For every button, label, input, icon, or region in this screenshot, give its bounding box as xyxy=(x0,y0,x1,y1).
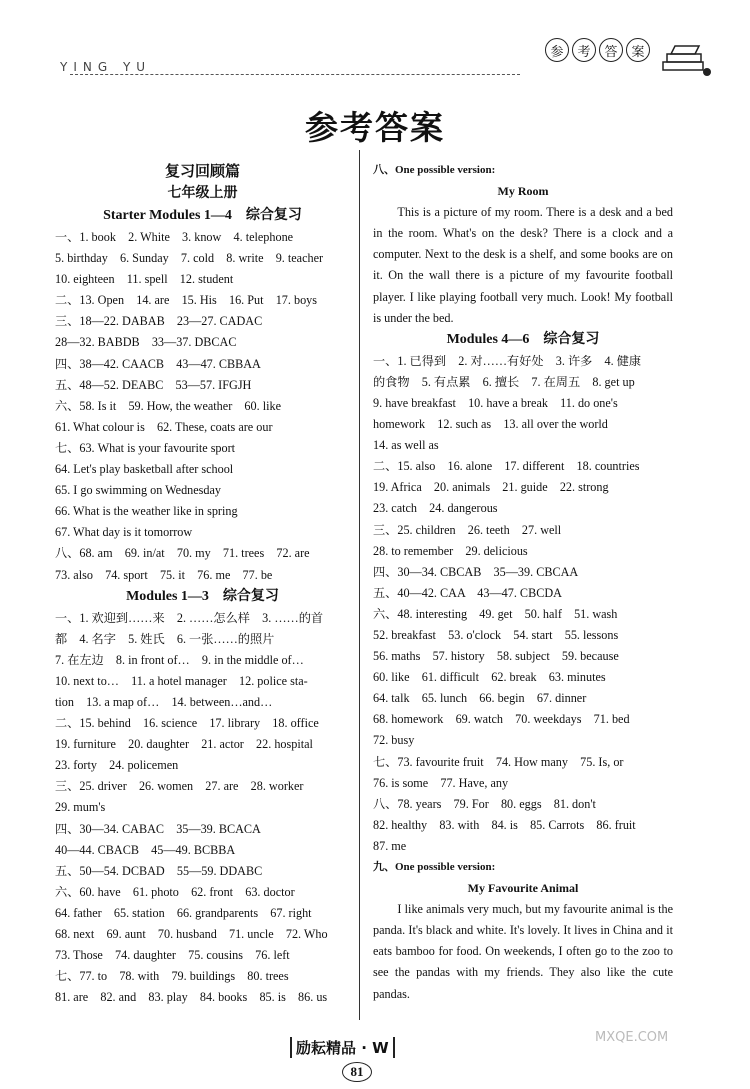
answer-line: 四、30—34. CABAC 35—39. BCACA xyxy=(55,821,261,836)
answer-line: 二、13. Open 14. are 15. His 16. Put 17. boys xyxy=(55,293,318,308)
section-heading: Modules 4—6 综合复习 xyxy=(446,331,600,347)
answer-line: 五、50—54. DCBAD 55—59. DDABC xyxy=(55,863,263,878)
answer-line: 28—32. BABDB 33—37. DBCAC xyxy=(55,335,237,350)
answer-line: 82. healthy 83. with 84. is 85. Carrots 86. fruit xyxy=(373,817,636,832)
answer-line: tion 13. a map of… 14. between…and… xyxy=(55,694,273,709)
answer-line: 四、30—34. CBCAB 35—39. CBCAA xyxy=(373,564,579,579)
answer-line: homework 12. such as 13. all over the world xyxy=(373,417,608,432)
answer-line: 五、40—42. CAA 43—47. CBCDA xyxy=(373,585,562,600)
answer-line: 六、60. have 61. photo 62. front 63. doctor xyxy=(55,884,295,899)
answer-line: 一、1. 已得到 2. 对……有好处 3. 许多 4. 健康 xyxy=(373,353,642,368)
answer-line: 67. What day is it tomorrow xyxy=(55,525,193,540)
watermark: MXQE.COM xyxy=(595,1030,669,1045)
answer-line: 三、25. driver 26. women 27. are 28. worker xyxy=(55,779,304,794)
answer-line: 23. forty 24. policemen xyxy=(55,758,179,773)
answer-line: 一、1. book 2. White 3. know 4. telephone xyxy=(55,230,294,244)
answer-line: 七、77. to 78. with 79. buildings 80. trees xyxy=(55,969,289,984)
right-column xyxy=(373,160,673,1005)
answer-line: 56. maths 57. history 58. subject 59. because xyxy=(373,649,619,664)
answer-line: 5. birthday 6. Sunday 7. cold 8. write 9. teacher xyxy=(55,251,324,266)
answer-line: 七、63. What is your favourite sport xyxy=(55,440,236,455)
section-heading: Modules 1—3 综合复习 xyxy=(126,588,279,604)
answer-line: 76. is some 77. Have, any xyxy=(373,775,509,790)
header-badge: 考 xyxy=(572,38,596,62)
section-label: 八、One possible version: xyxy=(373,164,496,176)
header-badge: 答 xyxy=(599,38,623,62)
answer-line: 八、78. years 79. For 80. eggs 81. don't xyxy=(373,796,596,811)
answer-line: 40—44. CBACB 45—49. BCBBA xyxy=(55,842,236,857)
answer-line: 三、25. children 26. teeth 27. well xyxy=(373,522,562,537)
answer-line: 68. next 69. aunt 70. husband 71. uncle 72. Who xyxy=(55,927,328,941)
essay-title: My Room xyxy=(497,184,549,199)
section-heading: Starter Modules 1—4 综合复习 xyxy=(103,208,302,223)
answer-line: 三、18—22. DABAB 23—27. CADAC xyxy=(55,314,263,329)
answer-line: 61. What colour is 62. These, coats are our xyxy=(55,419,273,434)
page-number: 81 xyxy=(342,1062,372,1082)
answer-line: 四、38—42. CAACB 43—47. CBBAA xyxy=(55,356,261,371)
answer-line: 28. to remember 29. delicious xyxy=(373,543,528,558)
footer-brand: 励耘精品 · W xyxy=(290,1037,395,1058)
answer-line: 六、48. interesting 49. get 50. half 51. wash xyxy=(373,606,618,621)
header-rule xyxy=(70,74,520,75)
answer-line: 81. are 82. and 83. play 84. books 85. is 86. us xyxy=(55,990,328,1005)
answer-line: 87. me xyxy=(373,838,407,853)
answer-line: 73. also 74. sport 75. it 76. me 77. be xyxy=(55,567,273,582)
answer-line: 64. father 65. station 66. grandparents 67. right xyxy=(55,905,312,920)
header-subject: YING YU xyxy=(60,60,152,74)
answer-line: 68. homework 69. watch 70. weekdays 71. bed xyxy=(373,712,630,727)
answer-line: 七、73. favourite fruit 74. How many 75. Is, or xyxy=(373,754,624,769)
answer-line: 19. Africa 20. animals 21. guide 22. strong xyxy=(373,480,609,495)
section-heading: 复习回顾篇 xyxy=(164,162,240,180)
essay-paragraph: This is a picture of my room. There is a desk and a bed in the room. What's on the desk? There is a clock and a computer. Next to the desk is a shelf, and some books are on it. On the wall there is a picture of my favourite football player. I like playing football very much. Look! My football is under the bed. xyxy=(373,205,673,325)
answer-line: 73. Those 74. daughter 75. cousins 76. left xyxy=(55,948,290,963)
answer-line: 一、1. 欢迎到……来 2. ……怎么样 3. ……的首 xyxy=(55,610,324,625)
essay-paragraph: I like animals very much, but my favourite animal is the panda. It's black and white. It's lovely. It lives in China and it eats bamboo for food. On weekends, I often go to the zoo to see the pandas with my friends. They also like the cute pandas. xyxy=(373,902,673,1001)
answer-line: 10. next to… 11. a hotel manager 12. police sta- xyxy=(55,673,308,688)
answer-line: 二、15. behind 16. science 17. library 18. office xyxy=(55,716,319,731)
answer-line: 9. have breakfast 10. have a break 11. do one's xyxy=(373,395,618,410)
left-column xyxy=(55,160,350,1008)
answer-line: 72. busy xyxy=(373,733,415,748)
answer-line: 7. 在左边 8. in front of… 9. in the middle of… xyxy=(55,652,304,667)
answer-line: 23. catch 24. dangerous xyxy=(373,501,498,516)
header-badge: 参 xyxy=(545,38,569,62)
answer-line: 52. breakfast 53. o'clock 54. start 55. lessons xyxy=(373,627,619,642)
answer-line: 60. like 61. difficult 62. break 63. minutes xyxy=(373,670,606,685)
page-title: 参考答案 xyxy=(305,108,445,147)
column-divider xyxy=(359,150,360,1020)
answer-line: 六、58. Is it 59. How, the weather 60. like xyxy=(55,398,281,413)
section-heading: 七年级上册 xyxy=(167,186,238,201)
answer-line: 64. Let's play basketball after school xyxy=(55,462,234,477)
answer-line: 19. furniture 20. daughter 21. actor 22. hospital xyxy=(55,737,313,752)
answer-line: 五、48—52. DEABC 53—57. IFGJH xyxy=(55,377,252,392)
answer-line: 二、15. also 16. alone 17. different 18. countries xyxy=(373,459,640,474)
answer-line: 八、68. am 69. in/at 70. my 71. trees 72. are xyxy=(55,546,310,561)
answer-line: 66. What is the weather like in spring xyxy=(55,504,238,519)
section-label: 九、One possible version: xyxy=(373,861,496,873)
answer-line: 的食物 5. 有点累 6. 擅长 7. 在周五 8. get up xyxy=(373,374,635,389)
answer-line: 14. as well as xyxy=(373,438,439,453)
header-badges xyxy=(545,38,650,62)
essay-title: My Favourite Animal xyxy=(467,881,579,896)
answer-line: 10. eighteen 11. spell 12. student xyxy=(55,272,234,287)
answer-line: 29. mum's xyxy=(55,800,106,815)
answer-line: 都 4. 名字 5. 姓氏 6. 一张……的照片 xyxy=(55,631,275,646)
header-badge: 案 xyxy=(626,38,650,62)
answer-line: 64. talk 65. lunch 66. begin 67. dinner xyxy=(373,691,587,706)
books-icon xyxy=(655,42,715,80)
answer-line: 65. I go swimming on Wednesday xyxy=(55,483,222,498)
